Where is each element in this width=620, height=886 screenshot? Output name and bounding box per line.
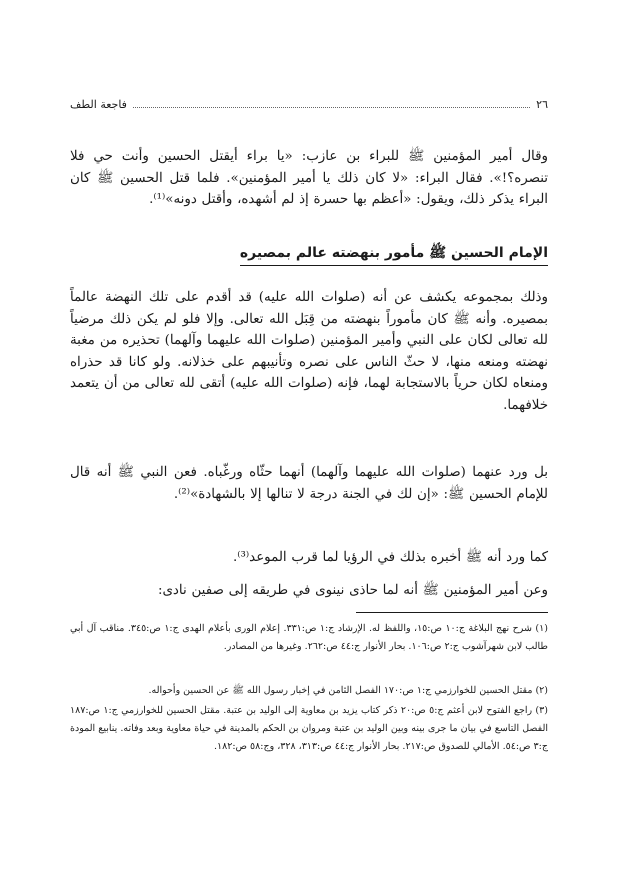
header-dotted-leader bbox=[133, 98, 530, 108]
paragraph-dream: كما ورد أنه ﷺ أخبره بذلك في الرؤيا لما قرب الموعد⁽³⁾. bbox=[232, 550, 548, 565]
paragraph-bara-conversation: وقال أمير المؤمنين ﷺ للبراء بن عازب: «يا براء أيقتل الحسين وأنت حي فلا تنصره؟!». فقال البراء: «لا كان ذلك يا أمير المؤمنين». فلما قتل الحسين ﷺ كان البراء يذكر ذلك، ويقول: «أعظم بها حسرة إذ لم أشهده، وأقتل دونه»⁽¹⁾. bbox=[70, 149, 548, 207]
running-header bbox=[70, 98, 548, 112]
running-title: فاجعة الطف bbox=[70, 98, 127, 111]
paragraph-prophet-encouragement: بل ورد عنهما (صلوات الله عليهما وآلهما) أنهما حثّاه ورغّباه. فعن النبي ﷺ أنه قال للإمام الحسين ﷺ: «إن لك في الجنة درجة لا تنالها إلا بالشهادة»⁽²⁾. bbox=[70, 465, 548, 502]
paragraph-knowing-fate: وذلك بمجموعه يكشف عن أنه (صلوات الله عليه) قد أقدم على تلك النهضة عالماً بمصيره. وأنه ﷺ كان مأموراً بنهضته من قِبَل الله تعالى. وإلا فلو لم يكن ذلك مرضياً لله تعالى لكان على النبي وأمير المؤمنين (صلوات الله عليهما وآلهما) تحذيره من مغبة نهضته ومنعه منها، لا حثّ الناس على نصره وتأنيبهم على خذلانه. ولو كانا قد حذراه ومنعاه لكان حرياً بالاستجابة لهما، فإنه (صلوات الله عليه) أتقى لله تعالى من أن يتعمد خلافهما. bbox=[70, 290, 548, 413]
page-number: ٢٦ bbox=[536, 98, 548, 111]
paragraph-ninawa: وعن أمير المؤمنين ﷺ أنه لما حاذى نينوى في طريقه إلى صفين نادى: bbox=[157, 583, 548, 598]
footnote-3: (٣) راجع الفتوح لابن أعثم ج:٥ ص:٢٠ ذكر كتاب يزيد بن معاوية إلى الوليد بن عتبة. مقتل الحسين للخوارزمي ج:١ ص:١٨٧ الفصل التاسع في بيان ما جرى بينه وبين الوليد بن عتبة ومروان بن الحكم بالمدينة في حياة معاوية وبعد وفاته. ينابيع المودة ج:٣ ص:٥٤. الأمالي للصدوق ص:٢١٧. بحار الأنوار ج:٤٤ ص:٣١٣، ٣٢٨، وج:٥٨ ص:١٨٢. bbox=[70, 705, 548, 752]
section-heading: الإمام الحسين ﷺ مأمور بنهضته عالم بمصيره bbox=[240, 243, 548, 266]
footnote-2: (٢) مقتل الحسين للخوارزمي ج:١ ص:١٧٠ الفصل الثامن في إخبار رسول الله ﷺ عن الحسين وأحواله. bbox=[148, 685, 548, 696]
footnote-1: (١) شرح نهج البلاغة ج:١٠ ص:١٥، واللفظ له. الإرشاد ج:١ ص:٣٣١. إعلام الورى بأعلام الهدى ج:١ ص:٣٤٥. مناقب آل أبي طالب لابن شهرآشوب ج:٢ ص:١٠٦. بحار الأنوار ج:٤٤ ص:٢٦٢. وغيرها من المصادر. bbox=[70, 623, 548, 652]
footnote-separator bbox=[356, 612, 548, 613]
